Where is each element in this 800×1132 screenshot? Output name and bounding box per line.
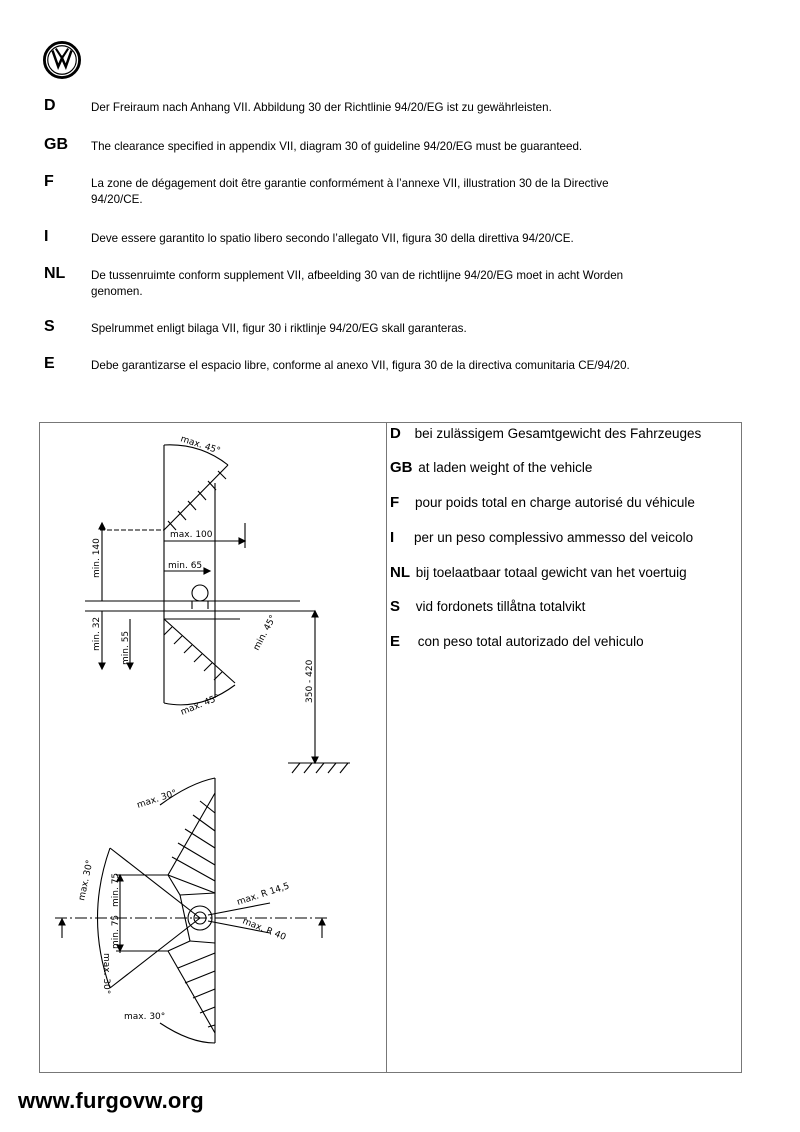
label-max30-top: max. 30° — [135, 788, 179, 811]
legend-text: bij toelaatbaar totaal gewicht van het voertuig — [415, 565, 687, 580]
lang-text: Debe garantizarse el espacio libre, conforme al anexo VII, figura 30 de la directiva comunitaria CE/94/20. — [91, 359, 630, 372]
label-max100: max. 100 — [170, 530, 213, 540]
legend-text: at laden weight of the vehicle — [418, 460, 593, 475]
label-min140: min. 140 — [92, 538, 102, 578]
lang-text: La zone de dégagement doit être garantie conformément à l’annexe VII, illustration 30 de la Directive 94/20/CE. — [91, 177, 609, 206]
label-range: 350 - 420 — [305, 659, 315, 703]
legend-text: pour poids total en charge autorisé du véhicule — [414, 495, 695, 510]
label-max45-bottom: max. 45° — [179, 693, 222, 718]
lang-code: I — [44, 228, 49, 245]
vw-logo-icon — [43, 41, 81, 79]
legend-code: D — [390, 425, 401, 442]
label-max45-top: max. 45° — [179, 434, 222, 457]
lang-text: Spelrummet enligt bilaga VII, figur 30 i riktlinje 94/20/EG skall garanteras. — [91, 322, 467, 335]
legend-text: vid fordonets tillåtna totalvikt — [415, 599, 586, 614]
lang-code: S — [44, 318, 55, 335]
label-min55: min. 55 — [121, 630, 131, 665]
label-min75-b: min. 75 — [111, 914, 121, 949]
lang-text: The clearance specified in appendix VII, diagram 30 of guideline 94/20/EG must be guaranteed. — [91, 140, 583, 153]
footer-site: www.furgovw.org — [18, 1088, 204, 1113]
label-maxR40: max. R 40 — [240, 916, 288, 943]
legend-text: bei zulässigem Gesamtgewicht des Fahrzeuges — [414, 426, 702, 441]
legend-row-gb — [390, 459, 592, 476]
legend-row-i — [390, 529, 693, 546]
label-min65: min. 65 — [168, 561, 203, 571]
legend-code: GB — [390, 459, 413, 476]
label-max30-left: max. 30° — [77, 859, 96, 902]
legend-row-nl — [390, 564, 687, 581]
label-max30-bottom: max. 30° — [124, 1012, 166, 1022]
legend-row-e — [390, 633, 644, 650]
legend-code: F — [390, 494, 400, 511]
legend-code: E — [390, 633, 401, 650]
legend-text: con peso total autorizado del vehiculo — [417, 634, 644, 649]
legend-row-f — [390, 494, 695, 511]
legend-code: I — [390, 529, 395, 546]
legend-text: per un peso complessivo ammesso del veicolo — [413, 530, 694, 545]
label-min45: min. 45° — [251, 613, 279, 653]
lang-code: NL — [44, 265, 66, 282]
label-maxR145: max. R 14,5 — [235, 881, 291, 908]
lang-text: Der Freiraum nach Anhang VII. Abbildung 30 der Richtlinie 94/20/EG ist zu gewährleisten. — [91, 101, 552, 114]
label-min75-a: min. 75 — [111, 872, 121, 907]
legend-row-s — [390, 598, 585, 615]
legend-row-d — [390, 425, 701, 442]
label-max30-left2: max. 30° — [101, 953, 111, 995]
lang-code: GB — [44, 136, 68, 153]
label-min32: min. 32 — [92, 616, 102, 651]
lang-code: F — [44, 173, 54, 190]
lang-text: Deve essere garantito lo spatio libero secondo l’allegato VII, figura 30 della direttiva 94/20/CE. — [91, 232, 574, 245]
lang-code: E — [44, 355, 55, 372]
clearance-drawing — [40, 423, 385, 1072]
lang-code: D — [44, 97, 56, 114]
legend-code: S — [390, 598, 401, 615]
lang-text: De tussenruimte conform supplement VII, afbeelding 30 van de richtlijne 94/20/EG moet in acht Worden genomen. — [91, 269, 624, 298]
legend-code: NL — [390, 564, 410, 581]
panel-divider — [386, 422, 387, 1073]
